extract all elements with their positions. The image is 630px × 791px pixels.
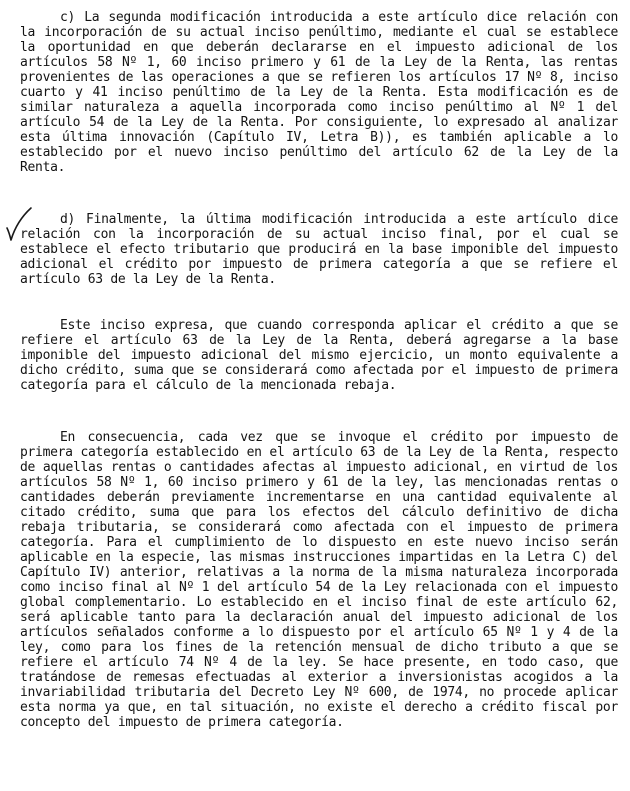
paragraph-d: d) Finalmente, la última modificación introducida a este artículo dice relación con la incorporación de su actual inciso final, por el cual se establece el efecto tributario que producirá en la base imponible del impuesto adicional el crédito por impuesto de primera categoría a que se refiere el artículo 63 de la Ley de la Renta.	[20, 212, 618, 287]
paragraph-e: Este inciso expresa, que cuando corresponda aplicar el crédito a que se refiere el artículo 63 de la Ley de la Renta, deberá agregarse a la base imponible del impuesto adicional del mismo ejercicio, un monto equivalente a dicho crédito, suma que se considerará como afectada por el impuesto de primera categoría para el cálculo de la mencionada rebaja.	[20, 318, 618, 393]
paragraph-f: En consecuencia, cada vez que se invoque el crédito por impuesto de primera categoría establecido en el artículo 63 de la Ley de la Renta, respecto de aquellas rentas o cantidades afectas al impuesto adicional, en virtud de los artículos 58 Nº 1, 60 inciso primero y 61 de la ley, las mencionadas rentas o cantidades deberán previamente incrementarse en una cantidad equivalente al citado crédito, suma que para los efectos del cálculo definitivo de dicha rebaja tributaria, se considerará como afectada con el impuesto de primera categoría. Para el cumplimiento de lo dispuesto en este nuevo inciso serán aplicable en la especie, las mismas instrucciones impartidas en la Letra C) del Capítulo IV) anterior, relativas a la norma de la misma naturaleza incorporada como inciso final al Nº 1 del artículo 54 de la Ley relacionada con el impuesto global complementario. Lo establecido en el inciso final de este artículo 62, será aplicable tanto para la declaración anual del impuesto adicional de los artículos señalados conforme a lo dispuesto por el artículo 65 Nº 1 y 4 de la ley, como para los fines de la retención mensual de dicho tributo a que se refiere el artículo 74 Nº 4 de la ley. Se hace presente, en todo caso, que tratándose de remesas efectuadas al exterior a inversionistas acogidos a la invariabilidad tributaria del Decreto Ley Nº 600, de 1974, no procede aplicar esta norma ya que, en tal situación, no existe el derecho a crédito fiscal por concepto del impuesto de primera categoría.	[20, 430, 618, 730]
paragraph-c: c) La segunda modificación introducida a este artículo dice relación con la incorporación de su actual inciso penúltimo, mediante el cual se establece la oportunidad en que deberán declararse en el impuesto adicional de los artículos 58 Nº 1, 60 inciso primero y 61 de la Ley de la Renta, las rentas provenientes de las operaciones a que se refieren los artículos 17 Nº 8, inciso cuarto y 41 inciso penúltimo de la Ley de la Renta. Esta modificación es de similar naturaleza a aquella incorporada como inciso penúltimo al Nº 1 del artículo 54 de la Ley de la Renta. Por consiguiente, lo expresado al analizar esta última innovación (Capítulo IV, Letra B)), es también aplicable a lo establecido por el nuevo inciso penúltimo del artículo 62 de la Ley de la Renta.	[20, 10, 618, 175]
